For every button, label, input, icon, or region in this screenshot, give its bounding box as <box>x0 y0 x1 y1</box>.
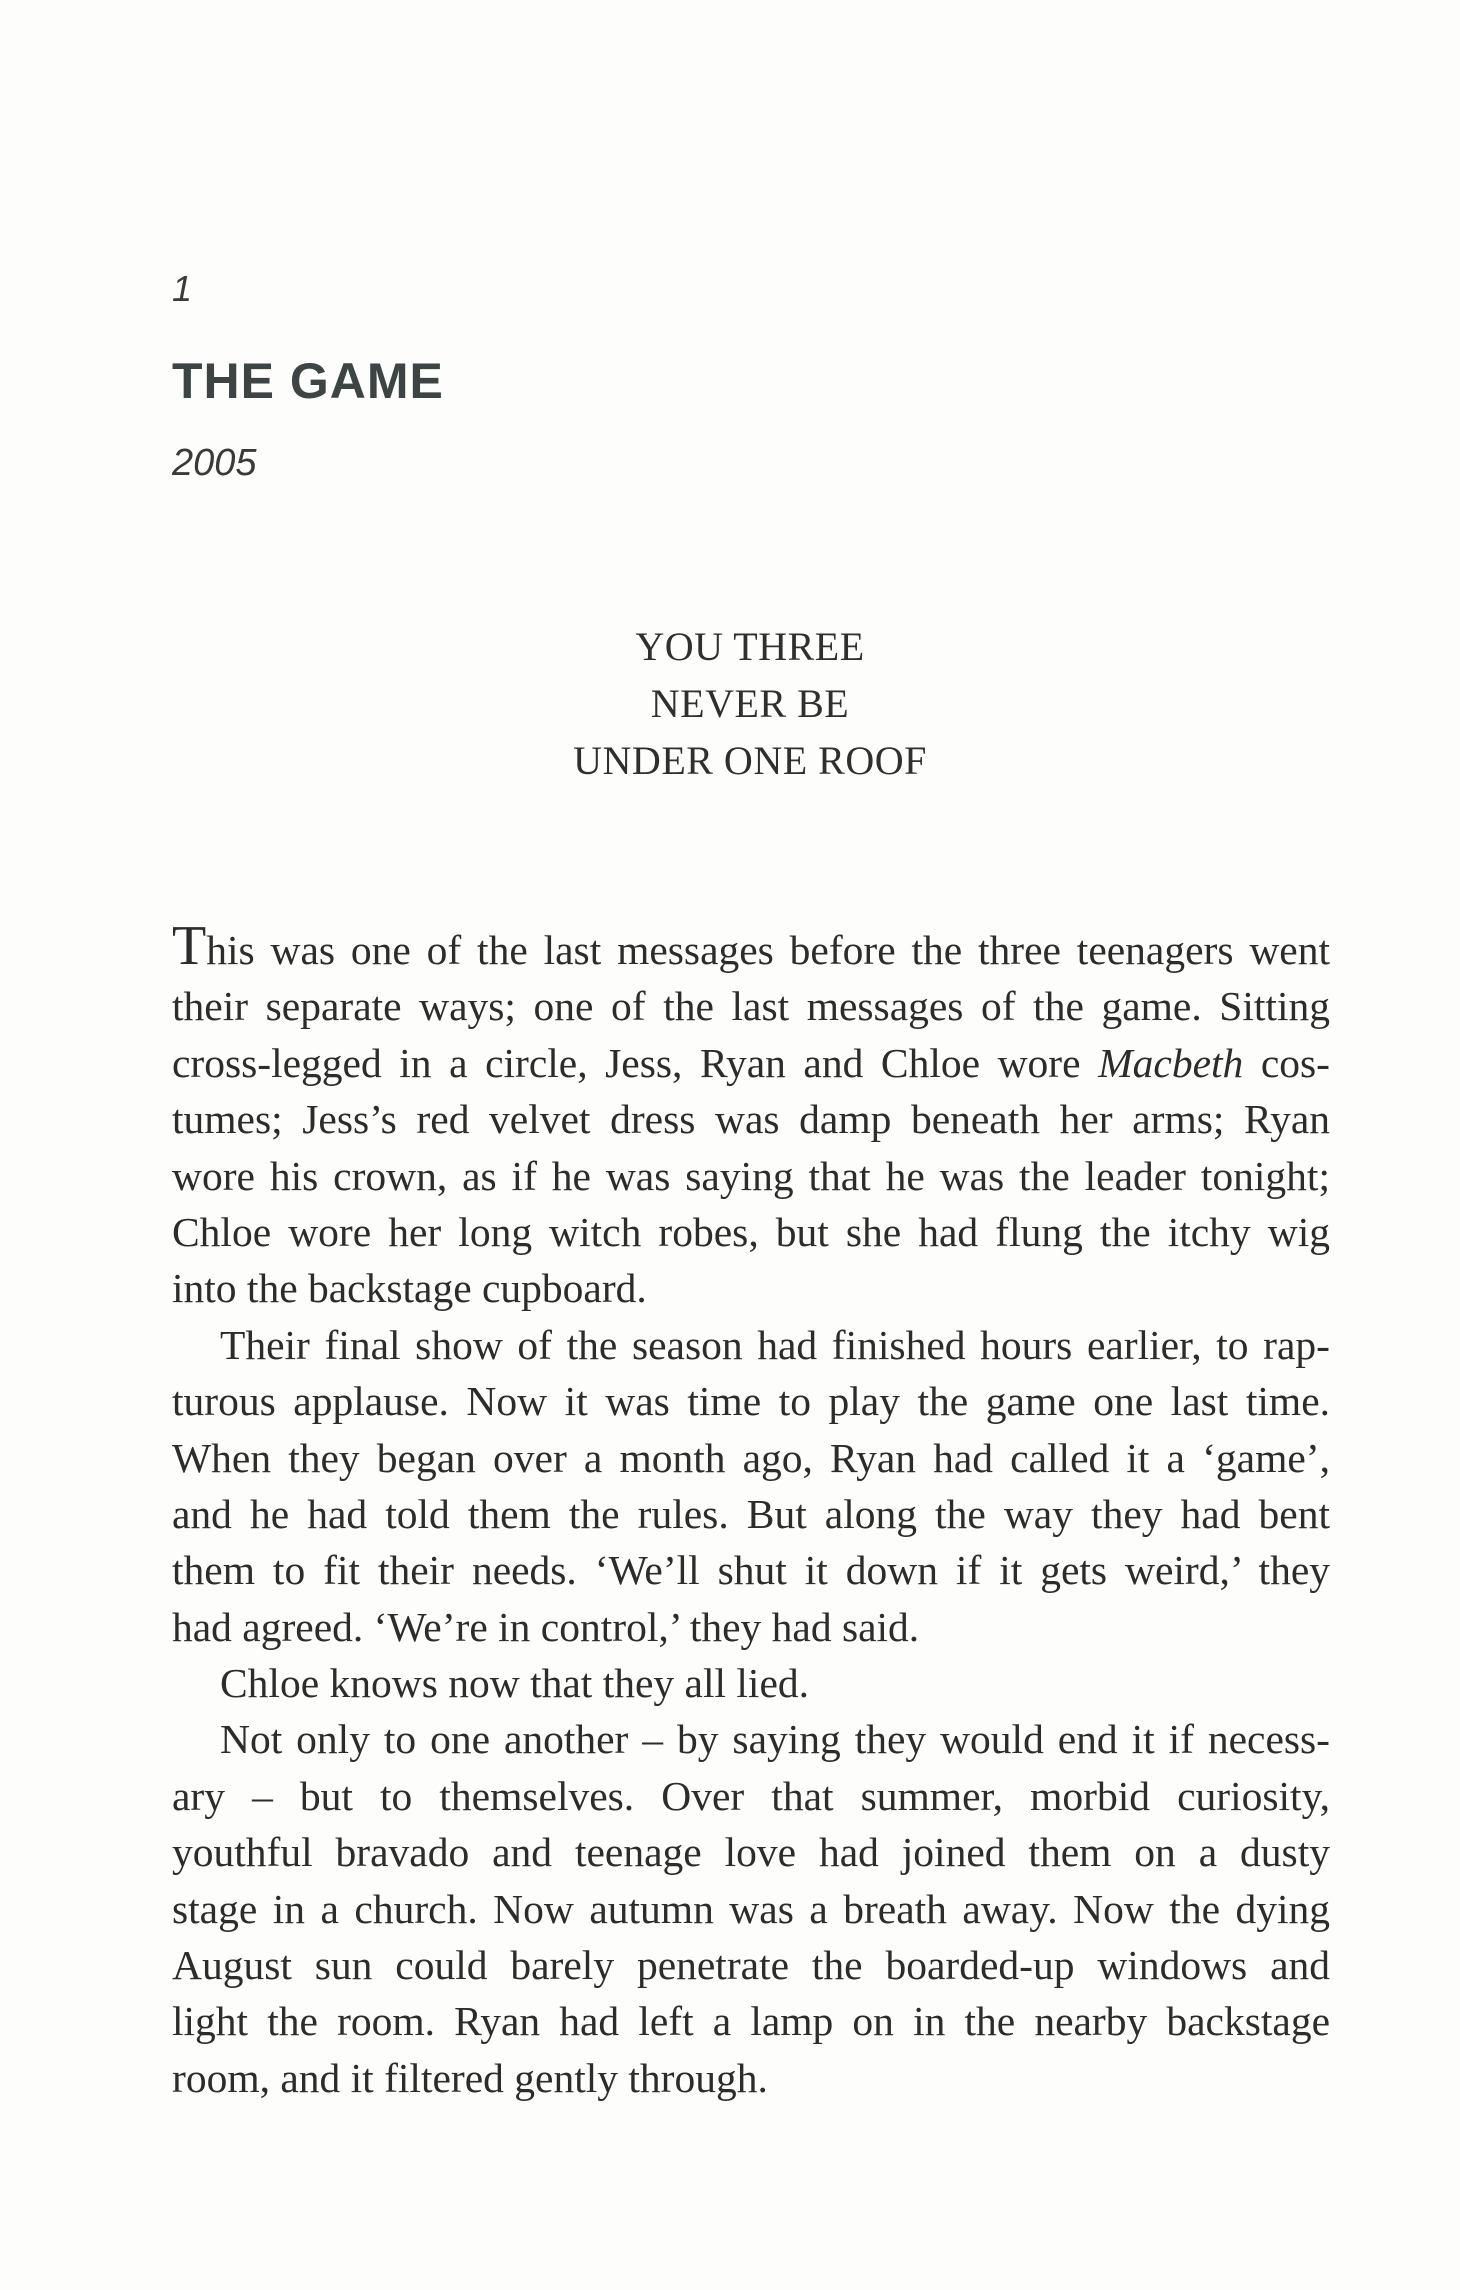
text-line: into the backstage cupboard. <box>172 1265 647 1312</box>
chapter-title: THE GAME <box>172 353 444 409</box>
text-line: them to fit their needs. ‘We’ll shut it down if it gets weird,’ they <box>172 1547 1330 1594</box>
text-line: light the room. Ryan had left a lamp on in the nearby backstage <box>172 1998 1330 2045</box>
text-line: tumes; Jess’s red velvet dress was damp beneath her arms; Ryan <box>172 1096 1330 1143</box>
message-line: YOU THREE <box>635 624 865 669</box>
text-line <box>172 915 1330 978</box>
text-line: their separate ways; one of the last messages of the game. Sitting <box>172 983 1330 1030</box>
text-line: Chloe wore her long witch robes, but she had flung the itchy wig <box>172 1208 1330 1255</box>
chapter-year: 2005 <box>172 442 257 484</box>
text-line: Not only to one another – by saying they would end it if necess- <box>220 1716 1330 1763</box>
text-fragment: cross-legged in a circle, Jess, Ryan and Chloe wore <box>172 1039 1099 1086</box>
text-line: room, and it filtered gently through. <box>172 2054 768 2101</box>
text-line: ary – but to themselves. Over that summer, morbid curiosity, <box>172 1772 1330 1819</box>
chapter-number: 1 <box>172 268 193 309</box>
message-line: UNDER ONE ROOF <box>573 738 927 783</box>
message-block <box>400 618 1100 789</box>
paragraph-2 <box>172 1317 1330 1655</box>
text-line: When they began over a month ago, Ryan had called it a ‘game’, <box>172 1434 1330 1481</box>
message-line: NEVER BE <box>650 681 850 726</box>
paragraph-1 <box>172 915 1331 1317</box>
text-line: Their final show of the season had finished hours earlier, to rap- <box>220 1321 1330 1368</box>
drop-cap: T <box>172 915 207 977</box>
body-text <box>172 915 1331 2106</box>
text-line-rest: his was one of the last messages before the three teenagers went <box>206 927 1330 973</box>
paragraph-4 <box>172 1711 1330 2106</box>
paragraph-3 <box>172 1655 1330 1711</box>
text-fragment: cos- <box>1243 1039 1331 1086</box>
text-line: and he had told them the rules. But along the way they had bent <box>172 1490 1330 1537</box>
text-line: August sun could barely penetrate the boarded-up windows and <box>172 1942 1330 1989</box>
text-line <box>172 1035 1330 1091</box>
text-line: Chloe knows now that they all lied. <box>220 1660 809 1707</box>
play-title: Macbeth <box>1098 1039 1244 1086</box>
text-line: turous applause. Now it was time to play the game one last time. <box>172 1378 1330 1425</box>
text-line: had agreed. ‘We’re in control,’ they had said. <box>172 1603 920 1650</box>
text-line: wore his crown, as if he was saying that he was the leader tonight; <box>172 1152 1330 1199</box>
text-line: youthful bravado and teenage love had joined them on a dusty <box>172 1829 1330 1876</box>
text-line: stage in a church. Now autumn was a breath away. Now the dying <box>172 1885 1330 1932</box>
